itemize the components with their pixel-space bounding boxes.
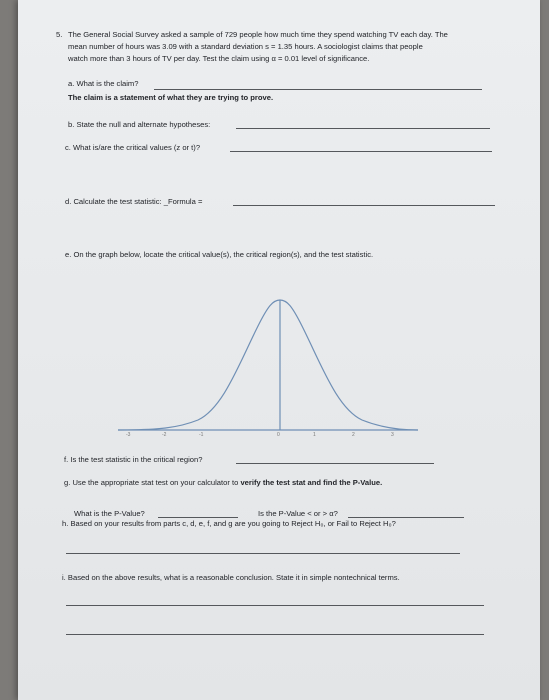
part-f-prompt: f. Is the test statistic in the critical region? bbox=[64, 455, 203, 464]
part-i-answer-line-2[interactable] bbox=[66, 634, 484, 635]
pvalue-answer-line[interactable] bbox=[158, 517, 238, 518]
part-h-answer-line[interactable] bbox=[66, 553, 460, 554]
question-number: 5. bbox=[56, 30, 63, 39]
part-i-prompt: i. Based on the above results, what is a reasonable conclusion. State it in simple nontechnical terms. bbox=[62, 573, 400, 582]
tick-label: 1 bbox=[313, 432, 316, 438]
question-line-1: The General Social Survey asked a sample of 729 people how much time they spend watching TV each day. The bbox=[68, 30, 448, 39]
part-g-bold: verify the test stat and find the P-Value. bbox=[240, 478, 383, 487]
part-g-prompt bbox=[64, 478, 382, 489]
normal-curve-svg bbox=[118, 296, 418, 446]
part-c-prompt: c. What is/are the critical values (z or t)? bbox=[65, 143, 201, 152]
tick-label: -2 bbox=[162, 432, 167, 438]
tick-label: 3 bbox=[391, 432, 394, 438]
part-c-answer-line[interactable] bbox=[230, 151, 492, 152]
tick-label: -1 bbox=[199, 432, 204, 438]
part-a-prompt: a. What is the claim? bbox=[68, 79, 139, 88]
part-f-answer-line[interactable] bbox=[236, 463, 434, 464]
worksheet-page bbox=[18, 0, 540, 700]
part-i-answer-line-1[interactable] bbox=[66, 605, 484, 606]
pvalue-compare-prompt: Is the P-Value < or > α? bbox=[258, 509, 338, 518]
part-d-answer-line[interactable] bbox=[233, 205, 495, 206]
part-g-prefix: g. Use the appropriate stat test on your calculator to bbox=[64, 478, 241, 487]
tick-label: -3 bbox=[126, 432, 131, 438]
part-b-answer-line[interactable] bbox=[236, 128, 490, 129]
part-e-prompt: e. On the graph below, locate the critical value(s), the critical region(s), and the test statistic. bbox=[65, 250, 374, 259]
part-h-prompt: h. Based on your results from parts c, d, e, f, and g are you going to Reject H₀, or Fail to Reject H₀? bbox=[62, 519, 396, 528]
question-line-3: watch more than 3 hours of TV per day. Test the claim using α = 0.01 level of significance. bbox=[68, 54, 370, 63]
part-b-prompt: b. State the null and alternate hypotheses: bbox=[68, 120, 211, 129]
part-a-answer-line[interactable] bbox=[154, 89, 482, 90]
tick-label: 2 bbox=[352, 432, 355, 438]
part-a-answer: The claim is a statement of what they are trying to prove. bbox=[68, 93, 274, 102]
bell-curve bbox=[118, 300, 418, 430]
tick-label: 0 bbox=[277, 432, 280, 438]
pvalue-compare-line[interactable] bbox=[348, 517, 464, 518]
normal-curve-graph[interactable] bbox=[118, 296, 418, 446]
pvalue-prompt: What is the P-Value? bbox=[74, 509, 145, 518]
part-d-prompt: d. Calculate the test statistic: _Formula = bbox=[65, 197, 203, 206]
question-line-2: mean number of hours was 3.09 with a standard deviation s = 1.35 hours. A sociologist claims that people bbox=[68, 42, 423, 51]
